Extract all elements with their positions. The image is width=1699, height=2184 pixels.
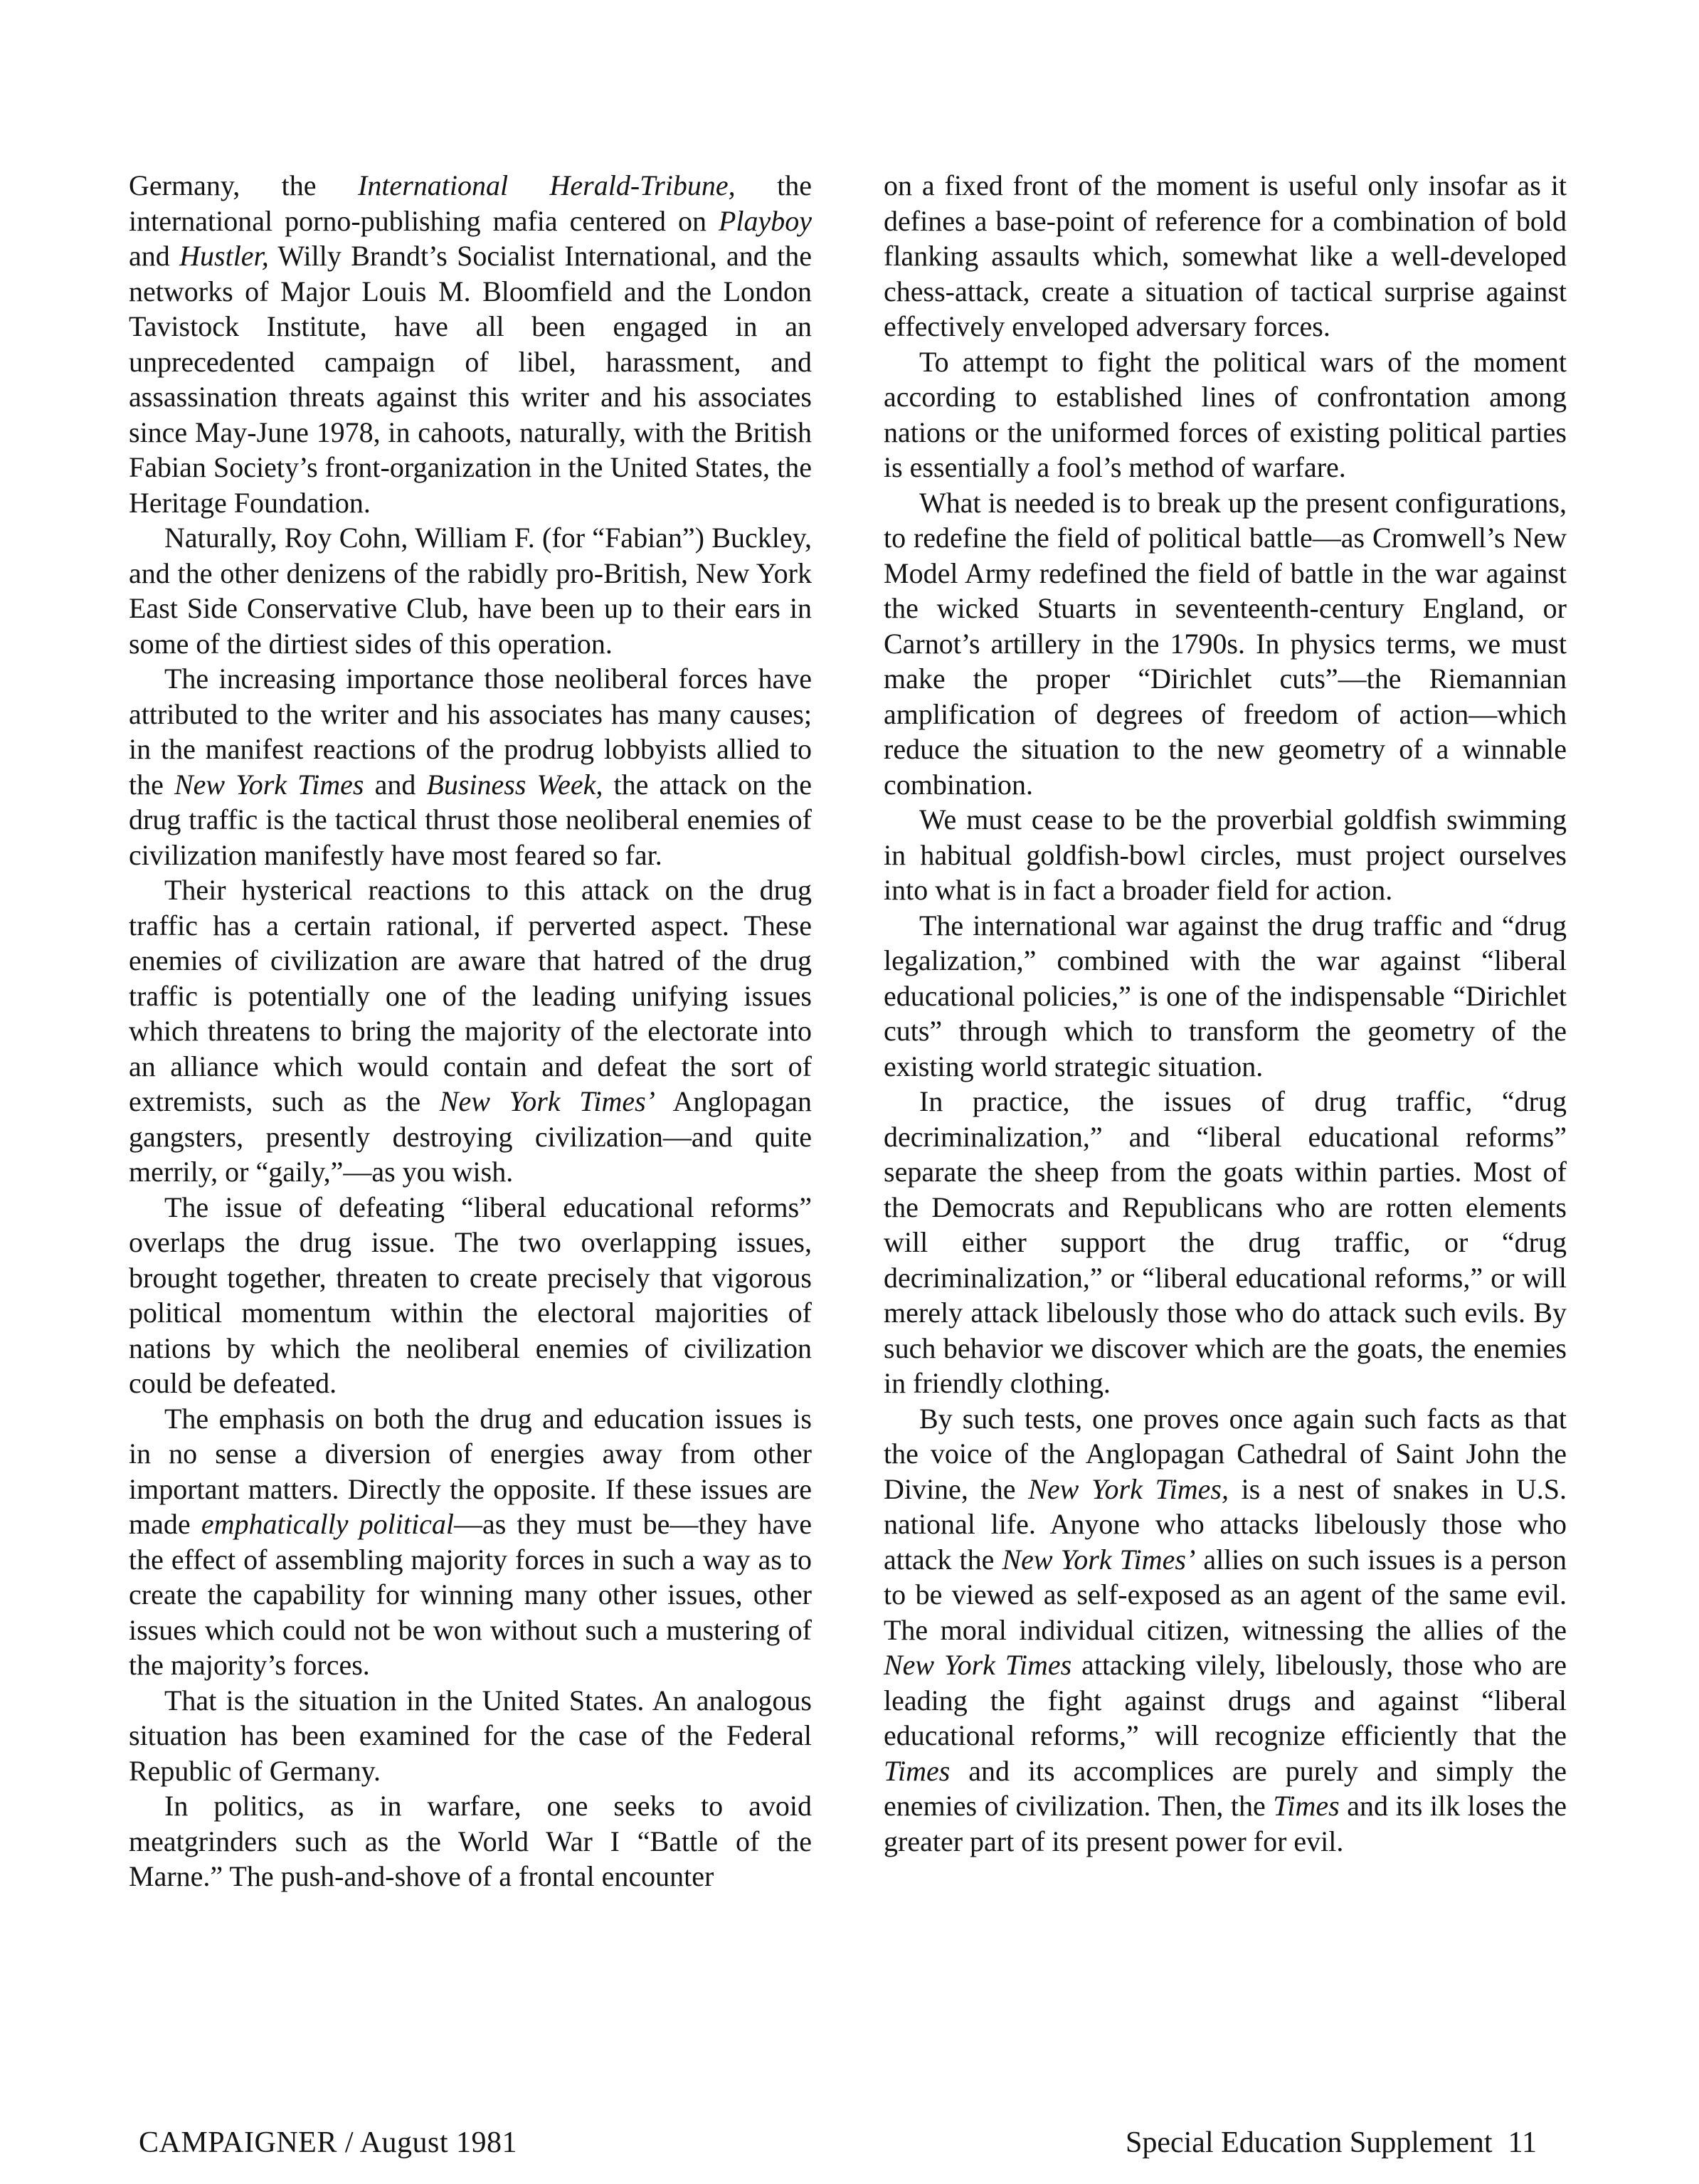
italic-text: emphatically political	[201, 1508, 455, 1540]
text-run: In politics, as in warfare, one seeks to avoid meatgrinders such as the World War I “Battle of the Marne.” The push-and-shove of a frontal encounter	[129, 1790, 812, 1892]
italic-text: Times	[1273, 1790, 1340, 1822]
paragraph	[129, 1401, 812, 1683]
text-run: Their hysterical reactions to this attack on the drug traffic has a certain rational, if perverted aspect. These enemies of civilization are aware that hatred of the drug traffic is potentially one of the leading unifying issues which threatens to bring the majority of the electorate into an alliance which would contain and defeat the sort of extremists, such as the	[129, 874, 812, 1117]
text-run: In practice, the issues of drug traffic, “drug decriminalization,” and “liberal educational reforms” separate the sheep from the goats within parties. Most of the Democrats and Republicans who are rotten elements will either support the drug traffic, or “drug decriminalization,” or “liberal educational reforms,” or will merely attack libelously those who do attack such evils. By such behavior we discover which are the goats, the enemies in friendly clothing.	[884, 1085, 1567, 1399]
italic-text: New York Times,	[1028, 1472, 1229, 1505]
italic-text: New York Times	[174, 768, 364, 801]
paragraph	[884, 344, 1567, 485]
text-run: To attempt to fight the political wars of the moment according to established lines of confrontation among nations or the uniformed forces of existing political parties is essentially a fool’s method of warfare.	[884, 345, 1567, 483]
paragraph	[129, 168, 812, 520]
text-run: Willy Brandt’s Socialist International, and the networks of Major Louis M. Bloomfield and the London Tavistock Institute, have all been engaged in an unprecedented campaign of libel, harassment, and assassination threats against this writer and his associates since May-June 1978, in cahoots, naturally, with the British Fabian Society’s front-organization in the United States, the Heritage Foundation.	[129, 240, 812, 519]
text-run: and	[364, 768, 427, 801]
italic-text: Business Week,	[426, 768, 603, 801]
paragraph	[884, 908, 1567, 1085]
italic-text: New York Times’	[1002, 1543, 1196, 1576]
text-run: What is needed is to break up the present configurations, to redefine the field of political battle—as Cromwell’s New Model Army redefined the field of battle in the war against the wicked Stuarts in seventeenth-century England, or Carnot’s artillery in the 1790s. In physics terms, we must make the proper “Dirichlet cuts”—the Riemannian amplification of degrees of freedom of action—which reduce the situation to the new geometry of a winnable combination.	[884, 486, 1567, 801]
paragraph	[884, 1401, 1567, 1859]
italic-text: New York Times’	[439, 1085, 655, 1117]
text-run: By such tests, one proves once again such facts as that the voice of the Anglopagan Cathedral of Saint John the Divine, the	[884, 1402, 1567, 1505]
page-number: 11	[1508, 2126, 1537, 2159]
footer-section	[1126, 2125, 1537, 2161]
text-run: Anglopagan gangsters, presently destroying civilization—and quite merrily, or “gaily,”—as you wish.	[129, 1085, 812, 1188]
text-run: the attack on the drug traffic is the tactical thrust those neoliberal enemies of civilization manifestly have most feared so far.	[129, 768, 812, 871]
text-run: The international war against the drug traffic and “drug legalization,” combined with the war against “liberal educational policies,” is one of the indispensable “Dirichlet cuts” through which to transform the geometry of the existing world strategic situation.	[884, 909, 1567, 1082]
italic-text: International Herald-Tribune,	[358, 169, 736, 201]
italic-text: New York Times	[884, 1649, 1072, 1681]
text-run: the international porno-publishing mafia centered on	[129, 169, 812, 237]
text-run: Germany, the	[129, 169, 358, 201]
left-column	[129, 168, 812, 1894]
footer-section-text: Special Education Supplement	[1126, 2126, 1493, 2159]
paragraph	[129, 1190, 812, 1401]
paragraph	[129, 661, 812, 872]
text-run: attacking vilely, libelously, those who are leading the fight against drugs and against “liberal educational reforms,” will recognize efficiently that the	[884, 1649, 1567, 1751]
text-run: on a fixed front of the moment is useful only insofar as it defines a base-point of reference for a combination of bold flanking assaults which, somewhat like a well-developed chess-attack, create a situation of tactical surprise against effectively enveloped adversary forces.	[884, 169, 1567, 342]
text-run: and	[129, 240, 180, 272]
right-column	[884, 168, 1567, 1859]
text-run: and its accomplices are purely and simply the enemies of civilization. Then, the	[884, 1754, 1567, 1822]
paragraph	[129, 520, 812, 661]
footer-publication	[139, 2125, 517, 2161]
text-run: That is the situation in the United States. An analogous situation has been examined for the case of the Federal Republic of Germany.	[129, 1684, 812, 1787]
paragraph	[129, 1683, 812, 1789]
text-run: The increasing importance those neoliberal forces have attributed to the writer and his associates has many causes; in the manifest reactions of the prodrug lobbyists allied to the	[129, 663, 812, 801]
paragraph	[884, 802, 1567, 908]
footer-publication-text: CAMPAIGNER / August 1981	[139, 2126, 518, 2159]
paragraph	[884, 1084, 1567, 1401]
paragraph	[129, 1788, 812, 1894]
paragraph	[129, 872, 812, 1190]
paragraph	[884, 485, 1567, 803]
paragraph	[884, 168, 1567, 344]
italic-text: Times	[884, 1754, 951, 1787]
text-run: We must cease to be the proverbial goldfish swimming in habitual goldfish-bowl circles, must project ourselves into what is in fact a broader field for action.	[884, 803, 1567, 906]
text-run: allies on such issues is a person to be viewed as self-exposed as an agent of the same evil. The moral individual citizen, witnessing the allies of the	[884, 1543, 1567, 1646]
text-run: and its ilk loses the greater part of its present power for evil.	[884, 1790, 1567, 1857]
text-run: The issue of defeating “liberal educational reforms” overlaps the drug issue. The two overlapping issues, brought together, threaten to create precisely that vigorous political momentum within the electoral majorities of nations by which the neoliberal enemies of civilization could be defeated.	[129, 1191, 812, 1399]
text-run: is a nest of snakes in U.S. national life. Anyone who attacks libelously those who attack the	[884, 1472, 1567, 1576]
text-run: —as they must be—they have the effect of assembling majority forces in such a way as to create the capability for winning many other issues, other issues which could not be won without such a mustering of the majority’s forces.	[129, 1508, 813, 1681]
italic-text: Playboy	[718, 204, 812, 237]
text-run: The emphasis on both the drug and education issues is in no sense a diversion of energies away from other important matters. Directly the opposite. If these issues are made	[129, 1402, 812, 1540]
italic-text: Hustler,	[179, 240, 269, 272]
text-run: Naturally, Roy Cohn, William F. (for “Fabian”) Buckley, and the other denizens of the rabidly pro-British, New York East Side Conservative Club, have been up to their ears in some of the dirtiest sides of this operation.	[129, 522, 812, 660]
